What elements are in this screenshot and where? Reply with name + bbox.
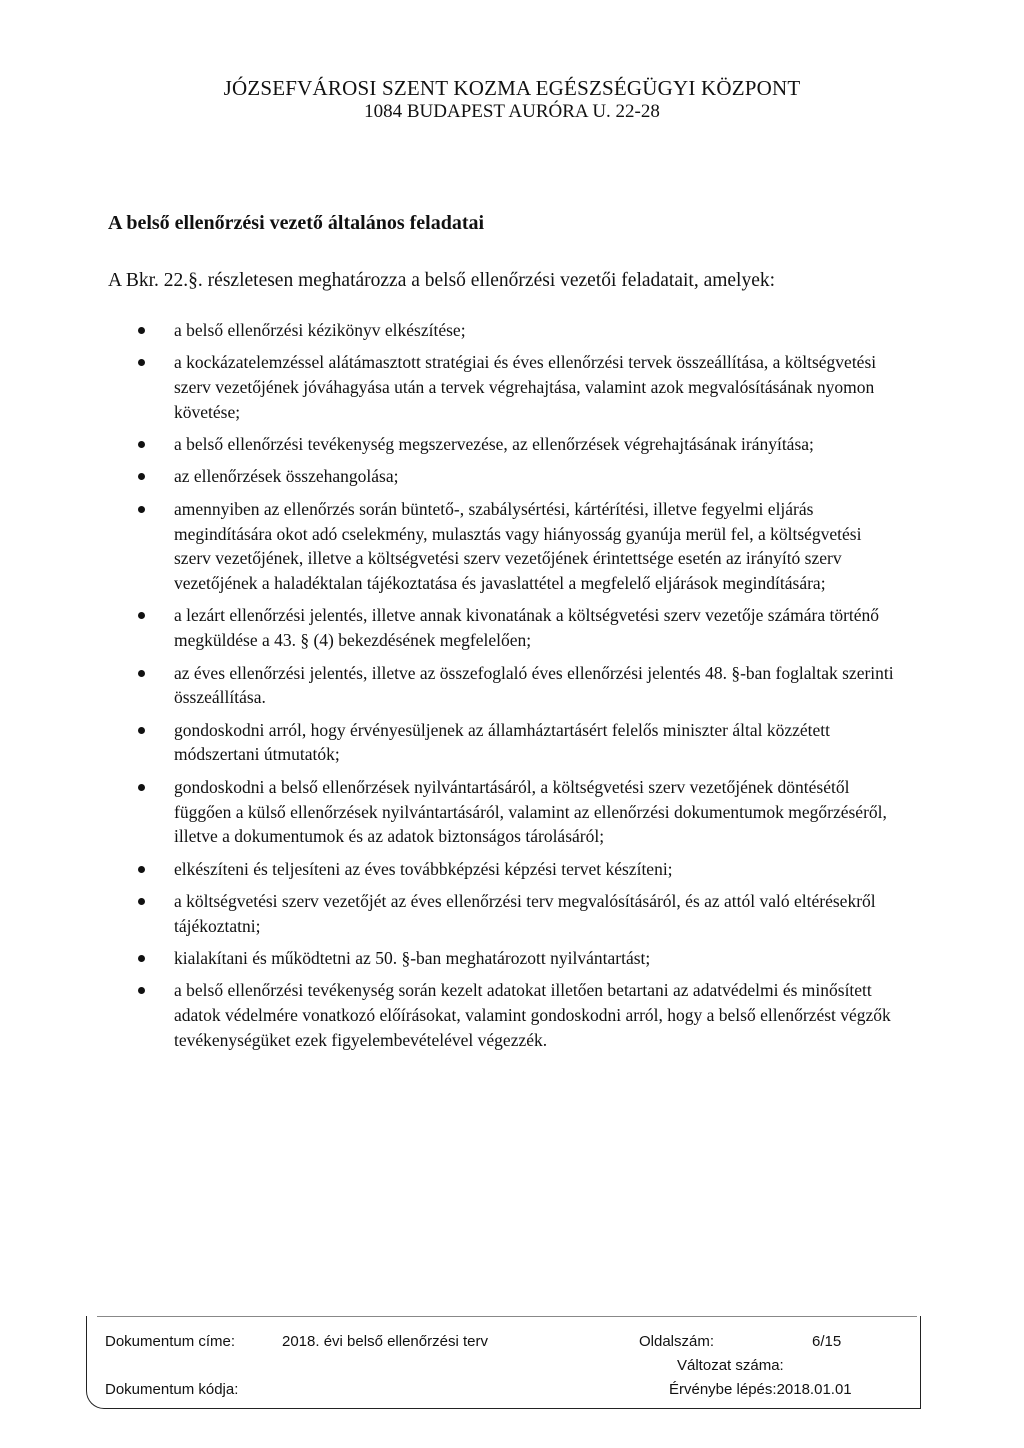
list-item [138,661,898,711]
bullet-icon [138,670,145,677]
list-item [138,775,898,849]
bullet-icon [138,866,145,873]
bullet-icon [138,727,145,734]
page-number-label: Oldalszám: [639,1333,715,1350]
list-item-text: az ellenőrzések összehangolása; [174,466,399,487]
list-item [138,857,898,882]
list-item-text: a költségvetési szerv vezetőjét az éves ellenőrzési terv megvalósításáról, és az attól való eltérésekről tájékoztatni; [174,890,876,936]
list-item-text: az éves ellenőrzési jelentés, illetve az összefoglaló éves ellenőrzési jelentés 48. §-ban foglaltak szerinti összeállítása. [174,662,894,708]
list-item-text: a belső ellenőrzési tevékenység során kezelt adatokat illetően betartani az adatvédelmi és minősített adatok védelmére vonatkozó előírásokat, valamint gondoskodni arról, hogy a belső ellenőrzést végzők tevékenységüket ezek figyelembevételével végezzék. [174,980,891,1050]
effective-date: Érvénybe lépés:2018.01.01 [669,1381,852,1398]
bullet-icon [138,506,145,513]
list-item-text: gondoskodni arról, hogy érvényesüljenek az államháztartásért felelős miniszter által közzétett módszertani útmutatók; [174,719,830,765]
intro-paragraph: A Bkr. 22.§. részletesen meghatározza a belső ellenőrzési vezetői feladatait, amelyek: [108,270,776,291]
document-footer [86,1316,921,1409]
bullet-icon [138,327,145,334]
list-item [138,464,898,489]
page-number-value: 6/15 [812,1333,842,1350]
list-item-text: kialakítani és működtetni az 50. §-ban meghatározott nyilvántartást; [174,948,651,969]
organization-address: 1084 BUDAPEST AURÓRA U. 22-28 [364,101,660,122]
list-item-text: elkészíteni és teljesíteni az éves továbbképzési képzési tervet készíteni; [174,858,673,879]
footer-divider [97,1316,917,1317]
bullet-icon [138,441,145,448]
list-item [138,978,898,1052]
list-item-text: gondoskodni a belső ellenőrzések nyilvántartásáról, a költségvetési szerv vezetőjének döntésétől függően a külső ellenőrzések nyilvántartásáról, valamint az ellenőrzési dokumentumok megőrzéséről, illetve a dokumentumok és az adatok biztonságos tárolásáról; [174,776,887,847]
doc-code-label: Dokumentum kódja: [105,1381,239,1398]
bullet-icon [138,359,145,366]
task-list [138,318,898,1060]
list-item-text: amennyiben az ellenőrzés során büntető-, szabálysértési, kártérítési, illetve fegyelmi eljárás megindítására okot adó cselekmény, mulasztás vagy hiányosság gyanúja merül fel, a költségvetési szerv vezetőjének, illetve a költségvetési szerv vezetőjének érintettsége esetén az irányító szerv vezetőjének a haladéktalan tájékoztatása és javaslattétel a megfelelő eljárások megindítására; [174,498,862,594]
list-item [138,718,898,768]
list-item [138,946,898,971]
section-title: A belső ellenőrzési vezető általános feladatai [108,212,485,234]
list-item [138,603,898,653]
bullet-icon [138,784,145,791]
list-item [138,432,898,457]
bullet-icon [138,987,145,994]
bullet-icon [138,473,145,480]
list-item-text: a kockázatelemzéssel alátámasztott stratégiai és éves ellenőrzési tervek összeállítása, a költségvetési szerv vezetőjének jóváhagyása után a tervek végrehajtása, valamint azok megvalósításának nyomon követése; [174,352,877,422]
list-item [138,350,898,424]
list-item-text: a belső ellenőrzési kézikönyv elkészítése; [174,320,466,340]
list-item [138,497,898,596]
version-label: Változat száma: [677,1357,784,1374]
doc-title-label: Dokumentum címe: [105,1333,236,1350]
doc-title-value: 2018. évi belső ellenőrzési terv [282,1333,488,1350]
bullet-icon [138,898,145,905]
list-item [138,889,898,939]
organization-name: JÓZSEFVÁROSI SZENT KOZMA EGÉSZSÉGÜGYI KÖZPONT [223,76,801,100]
list-item [138,318,898,343]
bullet-icon [138,955,145,962]
bullet-icon [138,612,145,619]
list-item-text: a belső ellenőrzési tevékenység megszervezése, az ellenőrzések végrehajtásának irányítása; [174,434,814,455]
list-item-text: a lezárt ellenőrzési jelentés, illetve annak kivonatának a költségvetési szerv vezetője számára történő megküldése a 43. § (4) bekezdésének megfelelően; [174,605,880,651]
